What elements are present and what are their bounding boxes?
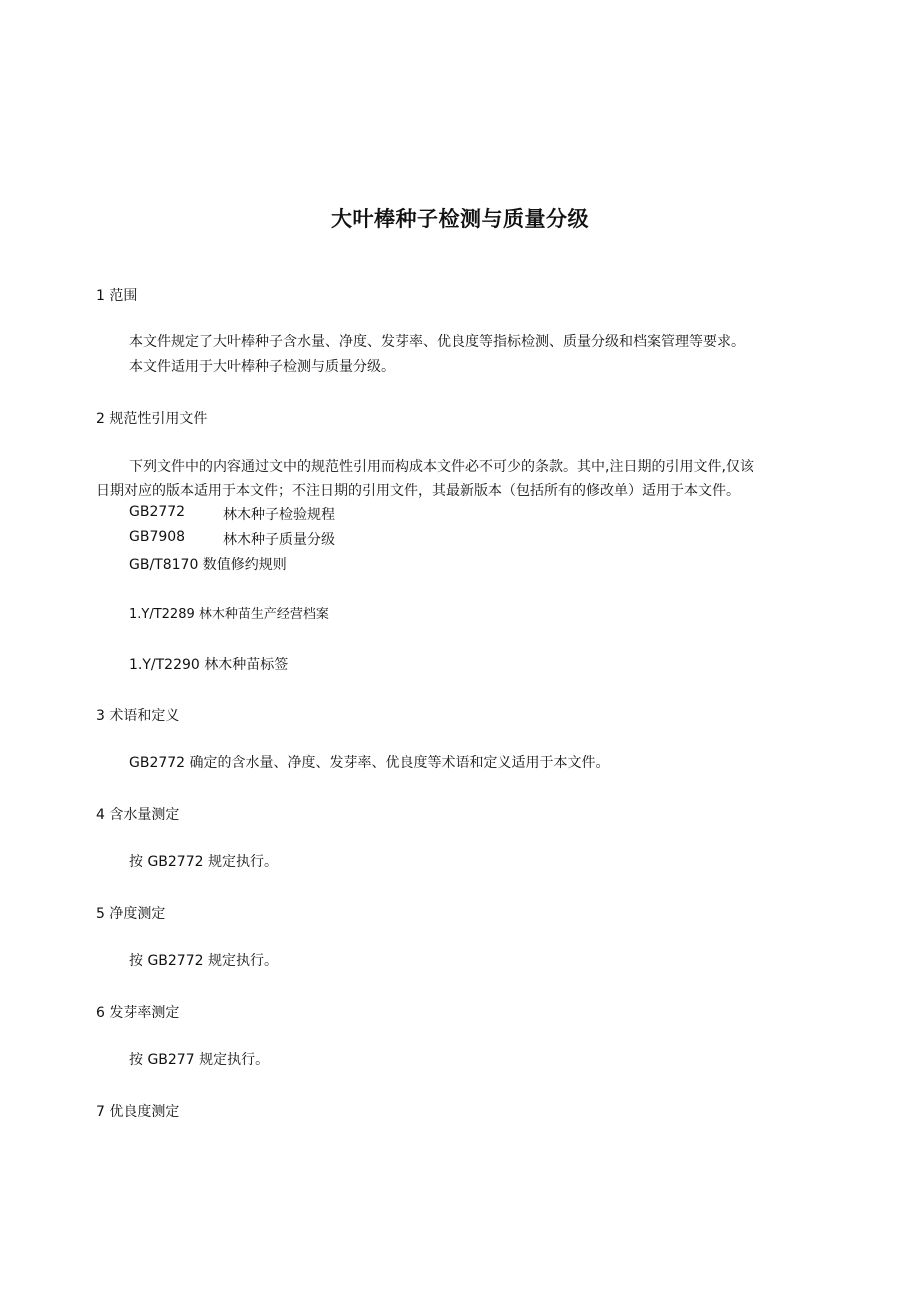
reference-title: 林木种子检验规程 xyxy=(223,507,335,523)
section-4-paragraph: 按 GB2772 规定执行。 xyxy=(129,854,278,870)
section-2-heading: 2 规范性引用文件 xyxy=(96,411,208,427)
reference-item: 1.Y/T2290 林木种苗标签 xyxy=(129,657,289,673)
section-4-heading: 4 含水量测定 xyxy=(96,807,180,823)
reference-code: GB7908 xyxy=(129,529,186,545)
section-2-paragraph-line-2: 日期对应的版本适用于本文件；不注日期的引用文件，其最新版本（包括所有的修改单）适用于本文件。 xyxy=(96,483,740,499)
section-7-heading: 7 优良度测定 xyxy=(96,1104,180,1120)
document-title: 大叶棒种子检测与质量分级 xyxy=(331,207,589,231)
section-6-heading: 6 发芽率测定 xyxy=(96,1005,180,1021)
section-2-paragraph-line-1: 下列文件中的内容通过文中的规范性引用而构成本文件必不可少的条款。其中,注日期的引用文件,仅该 xyxy=(129,459,754,475)
section-3-paragraph: GB2772 确定的含水量、净度、发芽率、优良度等术语和定义适用于本文件。 xyxy=(129,755,610,771)
section-6-paragraph: 按 GB277 规定执行。 xyxy=(129,1052,270,1068)
section-3-heading: 3 术语和定义 xyxy=(96,708,180,724)
section-1-paragraph-2: 本文件适用于大叶棒种子检测与质量分级。 xyxy=(129,359,395,375)
section-1-paragraph-1: 本文件规定了大叶棒种子含水量、净度、发芽率、优良度等指标检测、质量分级和档案管理等要求。 xyxy=(129,334,745,350)
section-5-heading: 5 净度测定 xyxy=(96,906,166,922)
reference-item: 1.Y/T2289 林木种苗生产经营档案 xyxy=(129,607,329,622)
reference-title: 林木种子质量分级 xyxy=(223,532,335,548)
section-1-heading: 1 范围 xyxy=(96,288,138,304)
reference-item: GB/T8170 数值修约规则 xyxy=(129,557,287,573)
section-5-paragraph: 按 GB2772 规定执行。 xyxy=(129,953,278,969)
reference-code: GB2772 xyxy=(129,504,186,520)
